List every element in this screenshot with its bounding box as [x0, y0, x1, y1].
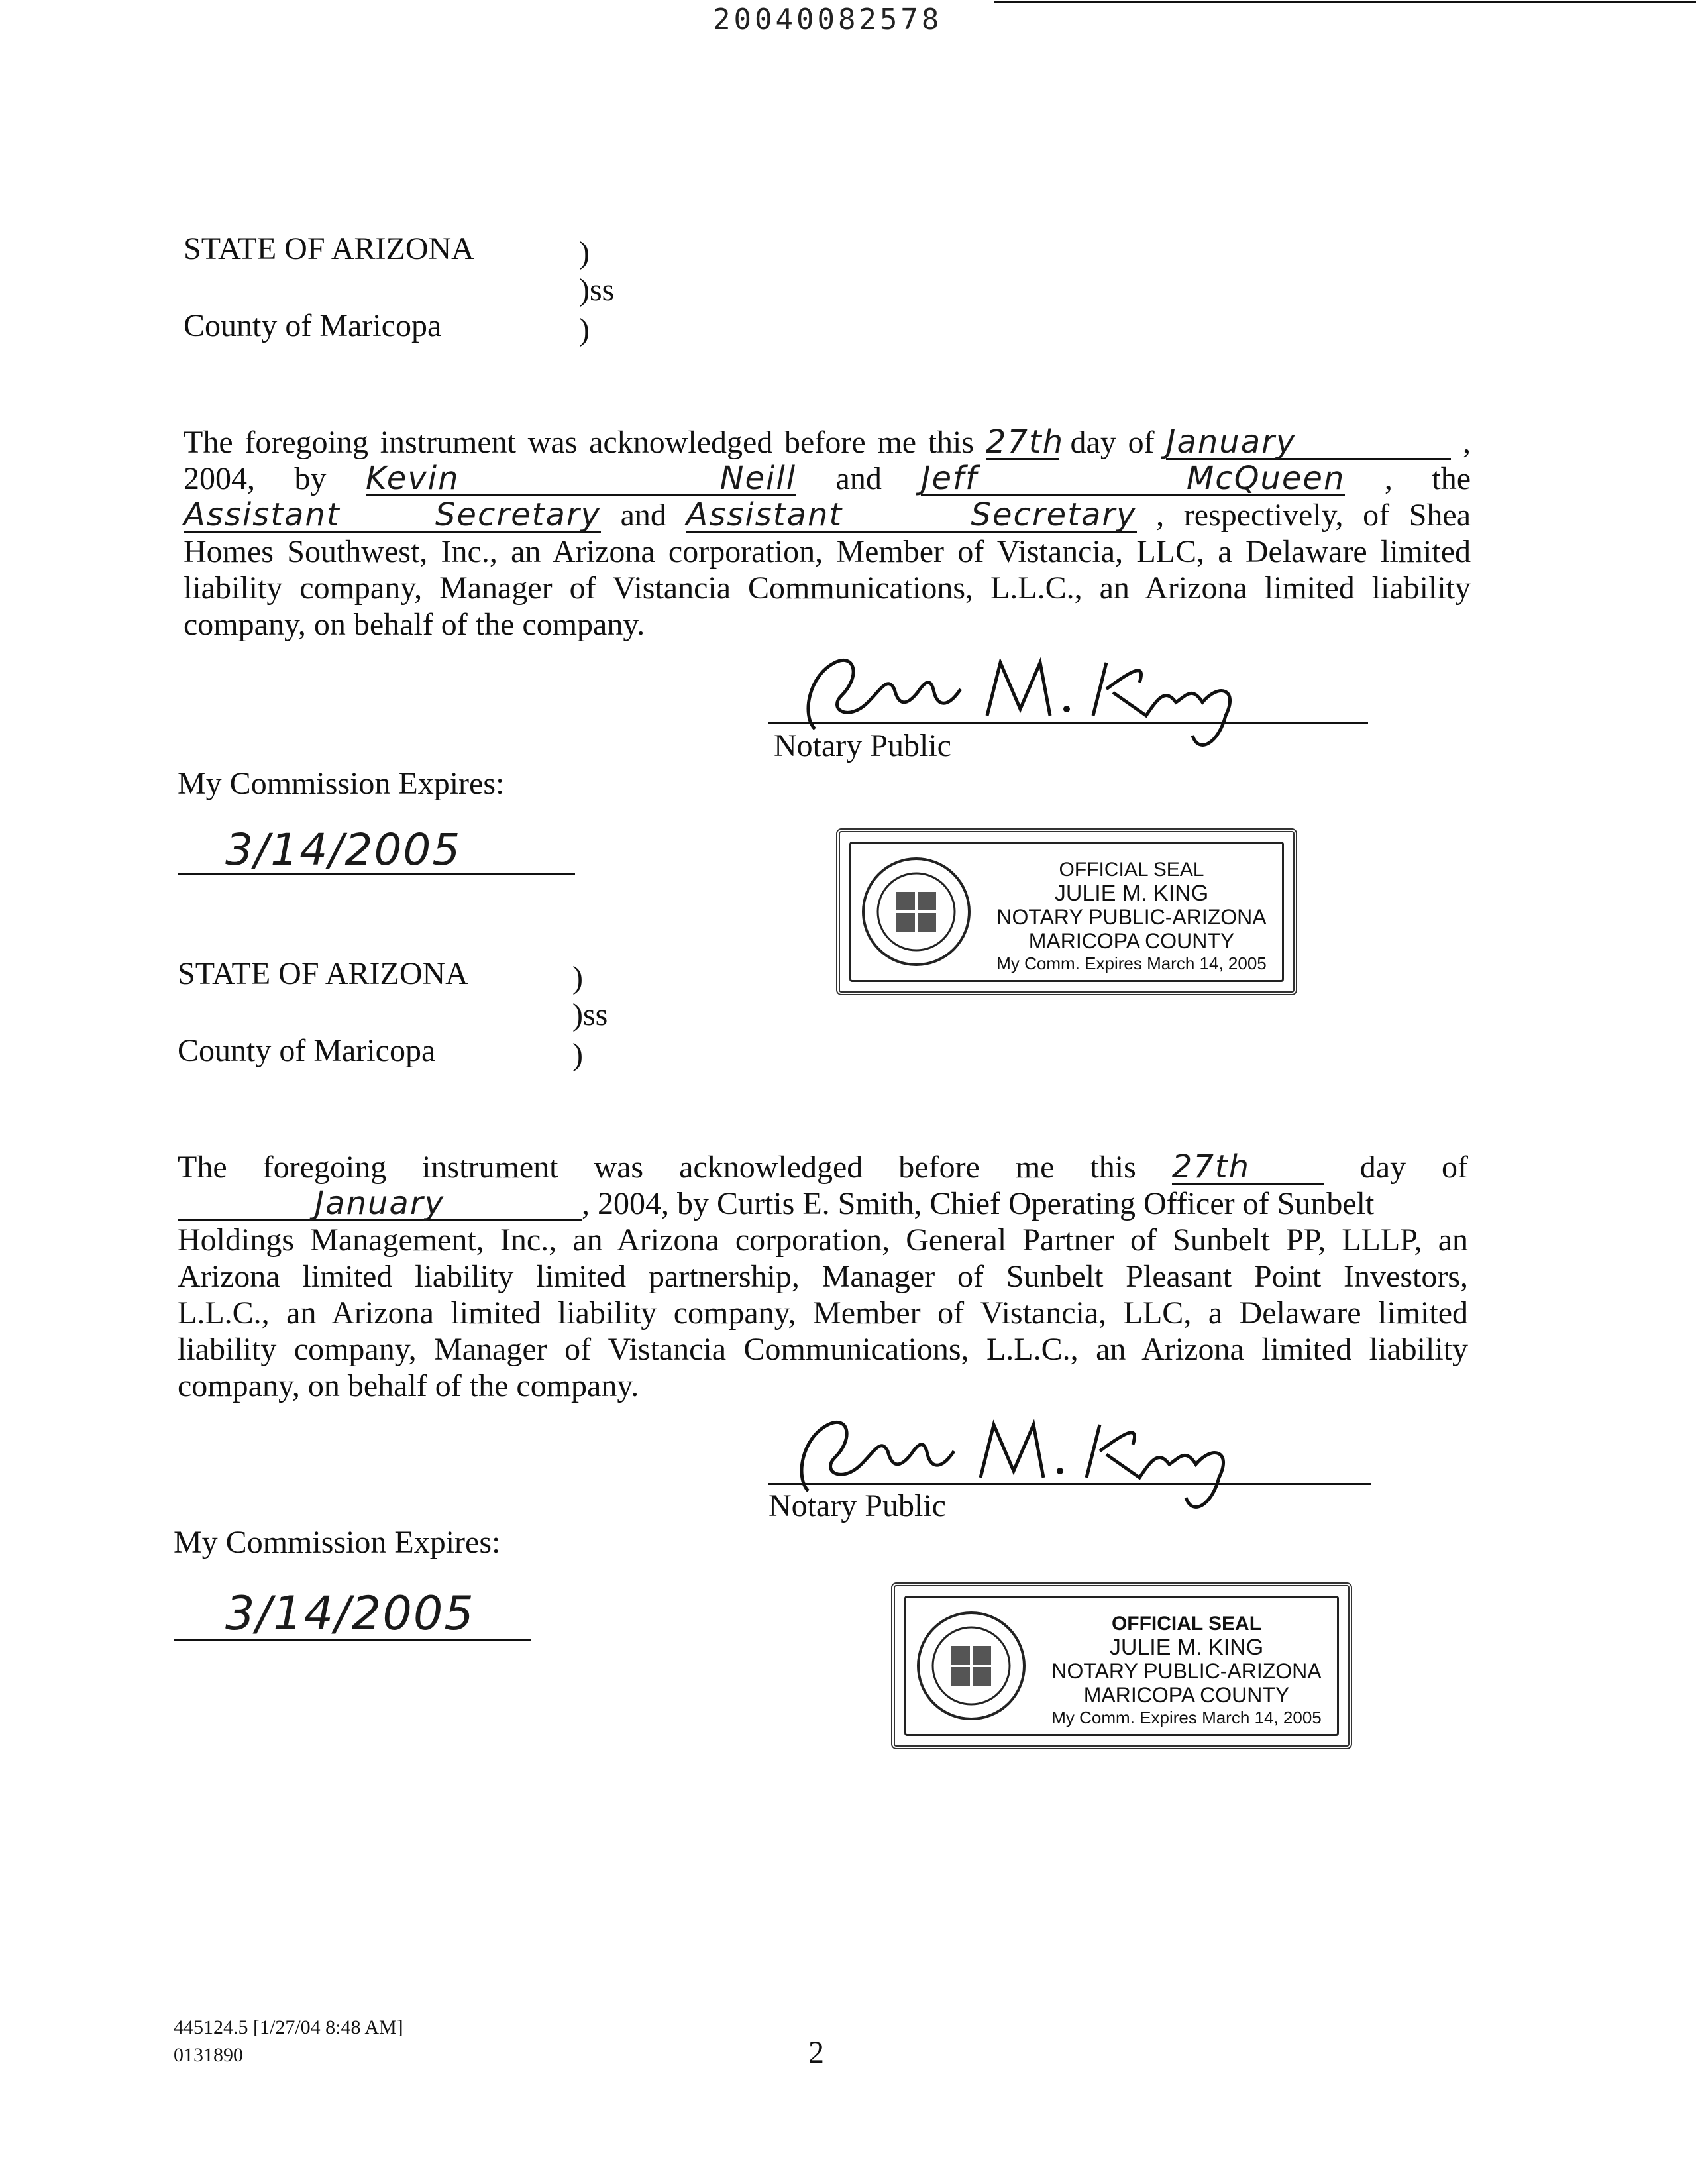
ack1-title2-handwritten: Assistant Secretary — [686, 496, 1137, 533]
ack1-line-4: Homes Southwest, Inc., an Arizona corporation, Member of Vistancia, LLC, a Delaware limited — [184, 534, 1471, 569]
ack1-name2-field — [921, 460, 1346, 497]
ack2-day-field — [1171, 1148, 1324, 1185]
ack1-month-field — [1166, 423, 1451, 461]
recording-number: 20040082578 — [713, 3, 943, 36]
arizona-state-seal-2 — [915, 1610, 1028, 1722]
ack1-title1-field — [184, 496, 601, 533]
ack2-line-4: Arizona limited liability limited partnership, Manager of Sunbelt Pleasant Point Investors, — [178, 1259, 1468, 1294]
venue-paren-2b: ) — [572, 1037, 583, 1072]
ack2-line-3: Holdings Management, Inc., an Arizona corporation, General Partner of Sunbelt PP, LLLP, an — [178, 1223, 1468, 1258]
ack1-line-5: liability company, Manager of Vistancia Communications, L.L.C., an Arizona limited liability — [184, 571, 1471, 606]
ack2-month-handwritten: January — [315, 1185, 445, 1222]
seal-1-expiry: My Comm. Expires March 14, 2005 — [996, 954, 1267, 973]
ack2-line-1 — [178, 1149, 1468, 1185]
commission-date-1: 3/14/2005 — [225, 824, 462, 875]
notary-seal-2 — [891, 1582, 1352, 1749]
ack1-name2-handwritten: Jeff McQueen — [921, 460, 1346, 497]
ack1-text-c: 2004, by — [184, 461, 327, 496]
ack2-month-field — [178, 1187, 582, 1221]
seal-2-name: JULIE M. KING — [1109, 1635, 1264, 1660]
ack2-text-b: day of — [1359, 1150, 1469, 1185]
notary-label-2: Notary Public — [768, 1488, 946, 1523]
ack1-text-g: , respectively, of Shea — [1156, 498, 1471, 533]
ack1-day-field — [985, 423, 1065, 461]
notary-seal-1 — [836, 828, 1297, 995]
ack2-line-2 — [178, 1185, 1468, 1222]
commission-label-2: My Commission Expires: — [174, 1525, 501, 1560]
seal-2-expiry: My Comm. Expires March 14, 2005 — [1051, 1708, 1322, 1727]
page-number: 2 — [808, 2035, 824, 2070]
ack2-text-a: The foregoing instrument was acknowledged before me this — [178, 1150, 1136, 1185]
ack2-day-handwritten: 27th — [1171, 1148, 1251, 1185]
ack1-name1-field — [366, 460, 797, 497]
ack1-text-a: The foregoing instrument was acknowledged before me this — [184, 425, 975, 460]
commission-line-1 — [178, 873, 575, 875]
footer-doc-number: 0131890 — [174, 2044, 243, 2066]
county-heading-1: County of Maricopa — [184, 308, 442, 343]
acknowledgment-paragraph-2 — [178, 1149, 1468, 1404]
ack2-line-6: liability company, Manager of Vistancia Communications, L.L.C., an Arizona limited liability — [178, 1332, 1468, 1367]
venue-paren-1b: ) — [579, 312, 590, 347]
ack1-text-e: , the — [1384, 461, 1471, 496]
header-rule — [994, 1, 1696, 3]
commission-line-2 — [174, 1639, 531, 1641]
ack1-text-f: and — [620, 498, 666, 533]
county-heading-2: County of Maricopa — [178, 1033, 436, 1068]
state-heading-1: STATE OF ARIZONA — [184, 231, 474, 266]
venue-ss-2: )ss — [572, 997, 608, 1032]
seal-2-county: MARICOPA COUNTY — [1083, 1683, 1290, 1707]
seal-1-text — [979, 859, 1284, 974]
ack2-line-7: company, on behalf of the company. — [178, 1368, 639, 1403]
ack1-title1-handwritten: Assistant Secretary — [184, 496, 601, 533]
ack2-line-5: L.L.C., an Arizona limited liability company, Member of Vistancia, LLC, a Delaware limited — [178, 1295, 1468, 1331]
seal-1-name: JULIE M. KING — [1054, 881, 1209, 906]
venue-ss-1: )ss — [579, 272, 615, 307]
ack1-line-3 — [184, 497, 1471, 533]
seal-2-text — [1034, 1613, 1339, 1728]
venue-paren-1a: ) — [579, 235, 590, 270]
ack1-line-1 — [184, 424, 1471, 461]
acknowledgment-paragraph-1 — [184, 424, 1471, 643]
arizona-state-seal-1 — [860, 855, 973, 968]
ack2-text-c: , 2004, by Curtis E. Smith, Chief Operating Officer of Sunbelt — [582, 1186, 1375, 1221]
ack1-name1-handwritten: Kevin Neill — [366, 460, 797, 497]
ack1-month-handwritten: January — [1166, 423, 1297, 461]
ack1-text-b: day of — [1070, 425, 1155, 460]
ack1-text-d: and — [835, 461, 882, 496]
commission-date-2: 3/14/2005 — [225, 1586, 475, 1641]
seal-1-office: NOTARY PUBLIC-ARIZONA — [996, 905, 1267, 929]
seal-2-title: OFFICIAL SEAL — [1111, 1613, 1262, 1635]
ack1-comma: , — [1463, 425, 1471, 460]
ack1-line-6: company, on behalf of the company. — [184, 607, 645, 642]
seal-1-title: OFFICIAL SEAL — [1059, 859, 1204, 881]
footer-doc-ref: 445124.5 [1/27/04 8:48 AM] — [174, 2016, 403, 2038]
state-heading-2: STATE OF ARIZONA — [178, 956, 468, 991]
signature-line-1 — [768, 722, 1368, 724]
seal-2-office: NOTARY PUBLIC-ARIZONA — [1051, 1659, 1322, 1683]
ack1-line-2 — [184, 461, 1471, 497]
seal-1-county: MARICOPA COUNTY — [1028, 929, 1235, 953]
signature-line-2 — [768, 1483, 1371, 1485]
venue-paren-2a: ) — [572, 960, 583, 995]
commission-label-1: My Commission Expires: — [178, 766, 505, 801]
notary-label-1: Notary Public — [774, 728, 951, 763]
ack1-day-handwritten: 27th — [985, 423, 1065, 461]
ack1-title2-field — [686, 496, 1137, 533]
